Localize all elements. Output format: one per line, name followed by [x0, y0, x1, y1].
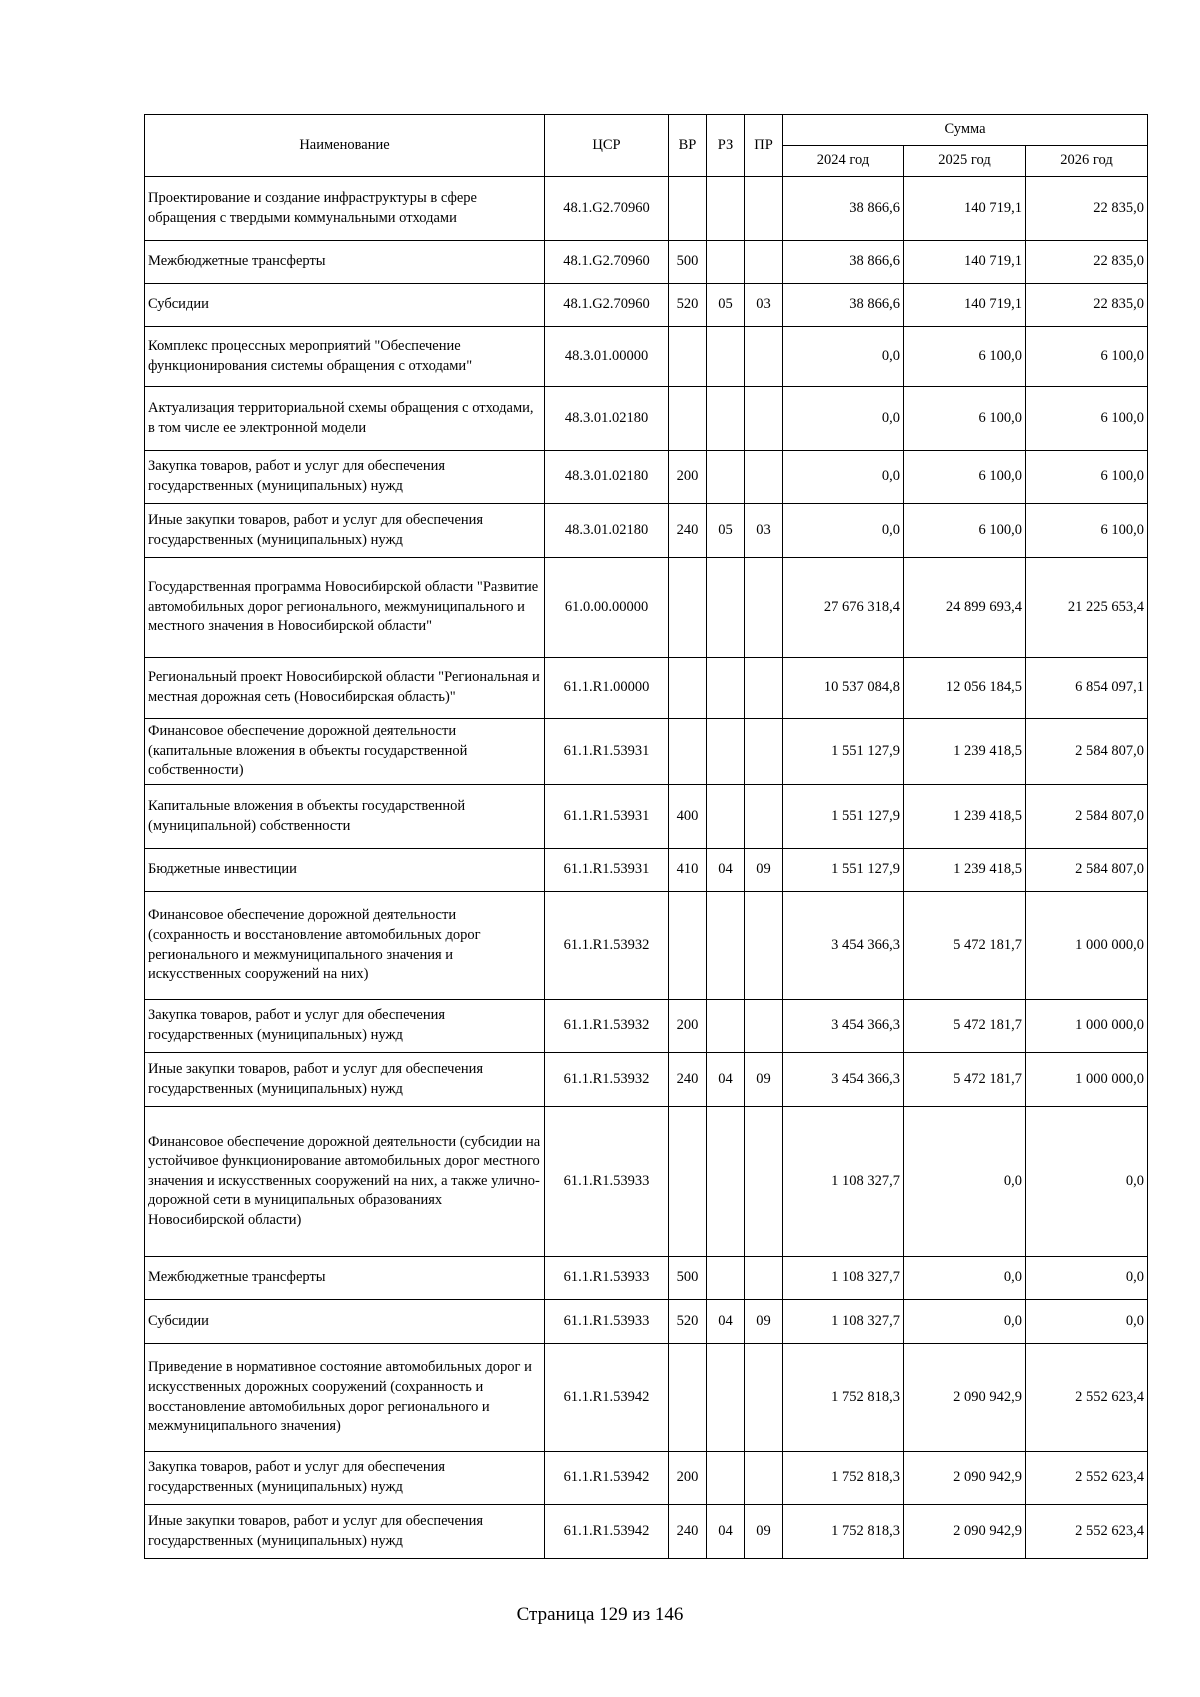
row-name: Приведение в нормативное состояние автомобильных дорог и искусственных дорожных сооружений (сохранность и восстановление автомобильных дорог регионального и межмуниципального значения)	[145, 1344, 545, 1452]
row-sum-2025: 5 472 181,7	[904, 892, 1026, 1000]
header-rz: РЗ	[707, 115, 745, 177]
row-pr: 03	[745, 284, 783, 327]
row-sum-2024: 38 866,6	[783, 284, 904, 327]
table-row	[145, 327, 1148, 387]
row-sum-2026: 6 100,0	[1026, 387, 1148, 451]
row-rz	[707, 177, 745, 241]
table-row	[145, 849, 1148, 892]
table-row	[145, 177, 1148, 241]
row-name: Региональный проект Новосибирской области "Региональная и местная дорожная сеть (Новосибирская область)"	[145, 658, 545, 719]
row-sum-2025: 140 719,1	[904, 177, 1026, 241]
row-vr	[669, 177, 707, 241]
table-row	[145, 558, 1148, 658]
row-sum-2024: 10 537 084,8	[783, 658, 904, 719]
row-sum-2026: 0,0	[1026, 1107, 1148, 1257]
row-pr: 09	[745, 1300, 783, 1344]
row-name: Финансовое обеспечение дорожной деятельности (сохранность и восстановление автомобильных дорог регионального и межмуниципального значения и искусственных сооружений на них)	[145, 892, 545, 1000]
row-csr: 48.3.01.02180	[545, 504, 669, 558]
row-rz	[707, 1344, 745, 1452]
row-name: Закупка товаров, работ и услуг для обеспечения государственных (муниципальных) нужд	[145, 451, 545, 504]
row-pr	[745, 241, 783, 284]
header-sum: Сумма	[783, 115, 1148, 146]
row-rz	[707, 892, 745, 1000]
row-name: Закупка товаров, работ и услуг для обеспечения государственных (муниципальных) нужд	[145, 1452, 545, 1505]
row-name: Закупка товаров, работ и услуг для обеспечения государственных (муниципальных) нужд	[145, 1000, 545, 1053]
row-vr	[669, 892, 707, 1000]
row-sum-2024: 0,0	[783, 451, 904, 504]
row-sum-2026: 0,0	[1026, 1300, 1148, 1344]
row-sum-2024: 3 454 366,3	[783, 1000, 904, 1053]
row-rz	[707, 658, 745, 719]
row-rz	[707, 1257, 745, 1300]
row-sum-2025: 140 719,1	[904, 241, 1026, 284]
row-sum-2024: 38 866,6	[783, 241, 904, 284]
row-rz: 05	[707, 284, 745, 327]
table-row	[145, 1000, 1148, 1053]
header-year-2026: 2026 год	[1026, 146, 1148, 177]
row-rz	[707, 241, 745, 284]
row-name: Субсидии	[145, 284, 545, 327]
row-name: Капитальные вложения в объекты государственной (муниципальной) собственности	[145, 785, 545, 849]
row-sum-2024: 3 454 366,3	[783, 1053, 904, 1107]
row-sum-2025: 2 090 942,9	[904, 1452, 1026, 1505]
table-body	[145, 177, 1148, 1559]
row-csr: 48.1.G2.70960	[545, 177, 669, 241]
row-sum-2026: 22 835,0	[1026, 177, 1148, 241]
table-row	[145, 1452, 1148, 1505]
row-sum-2025: 140 719,1	[904, 284, 1026, 327]
row-csr: 61.0.00.00000	[545, 558, 669, 658]
table-row	[145, 284, 1148, 327]
table-row	[145, 1344, 1148, 1452]
row-name: Иные закупки товаров, работ и услуг для обеспечения государственных (муниципальных) нужд	[145, 504, 545, 558]
row-csr: 61.1.R1.53933	[545, 1257, 669, 1300]
row-sum-2025: 1 239 418,5	[904, 849, 1026, 892]
header-year-2024: 2024 год	[783, 146, 904, 177]
row-pr	[745, 785, 783, 849]
row-csr: 61.1.R1.53932	[545, 1053, 669, 1107]
row-rz: 05	[707, 504, 745, 558]
row-name: Межбюджетные трансферты	[145, 241, 545, 284]
row-sum-2025: 6 100,0	[904, 327, 1026, 387]
row-name: Комплекс процессных мероприятий "Обеспечение функционирования системы обращения с отходами"	[145, 327, 545, 387]
row-sum-2026: 2 552 623,4	[1026, 1344, 1148, 1452]
row-vr: 400	[669, 785, 707, 849]
header-pr: ПР	[745, 115, 783, 177]
row-vr: 520	[669, 284, 707, 327]
row-pr	[745, 1257, 783, 1300]
row-sum-2026: 22 835,0	[1026, 241, 1148, 284]
row-sum-2025: 24 899 693,4	[904, 558, 1026, 658]
row-sum-2026: 2 584 807,0	[1026, 719, 1148, 785]
row-pr	[745, 177, 783, 241]
row-pr: 03	[745, 504, 783, 558]
row-sum-2026: 21 225 653,4	[1026, 558, 1148, 658]
row-sum-2025: 2 090 942,9	[904, 1505, 1026, 1559]
row-sum-2024: 1 752 818,3	[783, 1505, 904, 1559]
row-vr	[669, 387, 707, 451]
row-sum-2024: 27 676 318,4	[783, 558, 904, 658]
row-name: Актуализация территориальной схемы обращения с отходами, в том числе ее электронной модели	[145, 387, 545, 451]
row-rz	[707, 1107, 745, 1257]
row-sum-2025: 5 472 181,7	[904, 1000, 1026, 1053]
header-csr: ЦСР	[545, 115, 669, 177]
row-pr	[745, 719, 783, 785]
row-sum-2024: 0,0	[783, 327, 904, 387]
row-pr: 09	[745, 1053, 783, 1107]
row-pr	[745, 892, 783, 1000]
row-vr	[669, 719, 707, 785]
row-sum-2025: 6 100,0	[904, 504, 1026, 558]
row-sum-2025: 0,0	[904, 1257, 1026, 1300]
row-name: Финансовое обеспечение дорожной деятельности (капитальные вложения в объекты государственной собственности)	[145, 719, 545, 785]
row-vr: 200	[669, 1452, 707, 1505]
row-csr: 61.1.R1.53932	[545, 1000, 669, 1053]
row-rz	[707, 558, 745, 658]
row-sum-2026: 6 854 097,1	[1026, 658, 1148, 719]
row-sum-2024: 0,0	[783, 387, 904, 451]
row-sum-2025: 0,0	[904, 1107, 1026, 1257]
row-sum-2025: 0,0	[904, 1300, 1026, 1344]
row-vr	[669, 327, 707, 387]
row-sum-2024: 1 551 127,9	[783, 785, 904, 849]
row-sum-2026: 1 000 000,0	[1026, 1053, 1148, 1107]
row-pr	[745, 1452, 783, 1505]
row-csr: 61.1.R1.00000	[545, 658, 669, 719]
row-sum-2026: 1 000 000,0	[1026, 1000, 1148, 1053]
row-vr	[669, 658, 707, 719]
table-row	[145, 1257, 1148, 1300]
row-pr	[745, 1107, 783, 1257]
row-rz: 04	[707, 1505, 745, 1559]
row-pr	[745, 1000, 783, 1053]
row-pr	[745, 451, 783, 504]
row-vr: 240	[669, 504, 707, 558]
row-vr: 500	[669, 241, 707, 284]
table-row	[145, 387, 1148, 451]
table-row	[145, 658, 1148, 719]
row-csr: 48.3.01.02180	[545, 451, 669, 504]
row-pr: 09	[745, 1505, 783, 1559]
row-csr: 61.1.R1.53932	[545, 892, 669, 1000]
row-sum-2026: 2 552 623,4	[1026, 1452, 1148, 1505]
page-number: Страница 129 из 146	[516, 1604, 684, 1625]
row-sum-2026: 2 584 807,0	[1026, 849, 1148, 892]
row-vr: 410	[669, 849, 707, 892]
row-sum-2025: 1 239 418,5	[904, 719, 1026, 785]
table-row	[145, 504, 1148, 558]
row-sum-2025: 6 100,0	[904, 451, 1026, 504]
row-sum-2024: 1 108 327,7	[783, 1300, 904, 1344]
row-sum-2025: 2 090 942,9	[904, 1344, 1026, 1452]
header-year-2025: 2025 год	[904, 146, 1026, 177]
row-sum-2025: 5 472 181,7	[904, 1053, 1026, 1107]
row-sum-2026: 6 100,0	[1026, 451, 1148, 504]
row-csr: 61.1.R1.53942	[545, 1452, 669, 1505]
row-rz	[707, 1452, 745, 1505]
row-pr	[745, 1344, 783, 1452]
row-pr: 09	[745, 849, 783, 892]
row-sum-2024: 1 108 327,7	[783, 1107, 904, 1257]
table-row	[145, 1300, 1148, 1344]
row-sum-2026: 2 584 807,0	[1026, 785, 1148, 849]
row-vr	[669, 1344, 707, 1452]
row-sum-2026: 6 100,0	[1026, 327, 1148, 387]
row-sum-2026: 6 100,0	[1026, 504, 1148, 558]
row-csr: 61.1.R1.53942	[545, 1344, 669, 1452]
row-rz	[707, 719, 745, 785]
budget-table	[144, 114, 1148, 1559]
row-csr: 48.1.G2.70960	[545, 284, 669, 327]
row-rz: 04	[707, 1053, 745, 1107]
row-vr	[669, 558, 707, 658]
table-row	[145, 892, 1148, 1000]
row-vr: 520	[669, 1300, 707, 1344]
table-row	[145, 1505, 1148, 1559]
row-name: Иные закупки товаров, работ и услуг для обеспечения государственных (муниципальных) нужд	[145, 1505, 545, 1559]
row-csr: 48.3.01.02180	[545, 387, 669, 451]
row-pr	[745, 327, 783, 387]
table-row	[145, 1053, 1148, 1107]
table-row	[145, 719, 1148, 785]
row-csr: 61.1.R1.53931	[545, 719, 669, 785]
row-vr: 500	[669, 1257, 707, 1300]
row-csr: 48.1.G2.70960	[545, 241, 669, 284]
row-name: Субсидии	[145, 1300, 545, 1344]
row-csr: 61.1.R1.53931	[545, 849, 669, 892]
row-csr: 48.3.01.00000	[545, 327, 669, 387]
row-name: Межбюджетные трансферты	[145, 1257, 545, 1300]
row-name: Бюджетные инвестиции	[145, 849, 545, 892]
row-csr: 61.1.R1.53933	[545, 1107, 669, 1257]
row-rz: 04	[707, 849, 745, 892]
row-vr: 240	[669, 1053, 707, 1107]
table-row	[145, 785, 1148, 849]
row-sum-2024: 38 866,6	[783, 177, 904, 241]
row-pr	[745, 558, 783, 658]
table-row	[145, 1107, 1148, 1257]
row-sum-2026: 0,0	[1026, 1257, 1148, 1300]
row-vr: 200	[669, 451, 707, 504]
row-sum-2024: 1 752 818,3	[783, 1344, 904, 1452]
row-csr: 61.1.R1.53931	[545, 785, 669, 849]
row-sum-2026: 22 835,0	[1026, 284, 1148, 327]
row-pr	[745, 387, 783, 451]
row-rz	[707, 451, 745, 504]
row-sum-2024: 1 108 327,7	[783, 1257, 904, 1300]
table-row	[145, 451, 1148, 504]
row-sum-2024: 0,0	[783, 504, 904, 558]
header-name: Наименование	[145, 115, 545, 177]
row-csr: 61.1.R1.53942	[545, 1505, 669, 1559]
row-sum-2025: 12 056 184,5	[904, 658, 1026, 719]
table-row	[145, 241, 1148, 284]
row-name: Проектирование и создание инфраструктуры в сфере обращения с твердыми коммунальными отходами	[145, 177, 545, 241]
table-header	[145, 115, 1148, 177]
row-sum-2025: 6 100,0	[904, 387, 1026, 451]
row-sum-2026: 1 000 000,0	[1026, 892, 1148, 1000]
row-sum-2024: 1 752 818,3	[783, 1452, 904, 1505]
row-rz	[707, 1000, 745, 1053]
row-rz	[707, 387, 745, 451]
row-rz	[707, 327, 745, 387]
row-vr: 240	[669, 1505, 707, 1559]
row-pr	[745, 658, 783, 719]
row-sum-2024: 1 551 127,9	[783, 849, 904, 892]
row-name: Иные закупки товаров, работ и услуг для обеспечения государственных (муниципальных) нужд	[145, 1053, 545, 1107]
row-sum-2026: 2 552 623,4	[1026, 1505, 1148, 1559]
row-name: Финансовое обеспечение дорожной деятельности (субсидии на устойчивое функционирование автомобильных дорог местного значения и искусственных сооружений на них, а также улично-дорожной сети в муниципальных образованиях Новосибирской области)	[145, 1107, 545, 1257]
row-rz: 04	[707, 1300, 745, 1344]
row-sum-2024: 1 551 127,9	[783, 719, 904, 785]
row-rz	[707, 785, 745, 849]
row-name: Государственная программа Новосибирской области "Развитие автомобильных дорог регионального, межмуниципального и местного значения в Новосибирской области"	[145, 558, 545, 658]
header-vr: ВР	[669, 115, 707, 177]
row-sum-2024: 3 454 366,3	[783, 892, 904, 1000]
row-csr: 61.1.R1.53933	[545, 1300, 669, 1344]
row-vr: 200	[669, 1000, 707, 1053]
row-vr	[669, 1107, 707, 1257]
row-sum-2025: 1 239 418,5	[904, 785, 1026, 849]
